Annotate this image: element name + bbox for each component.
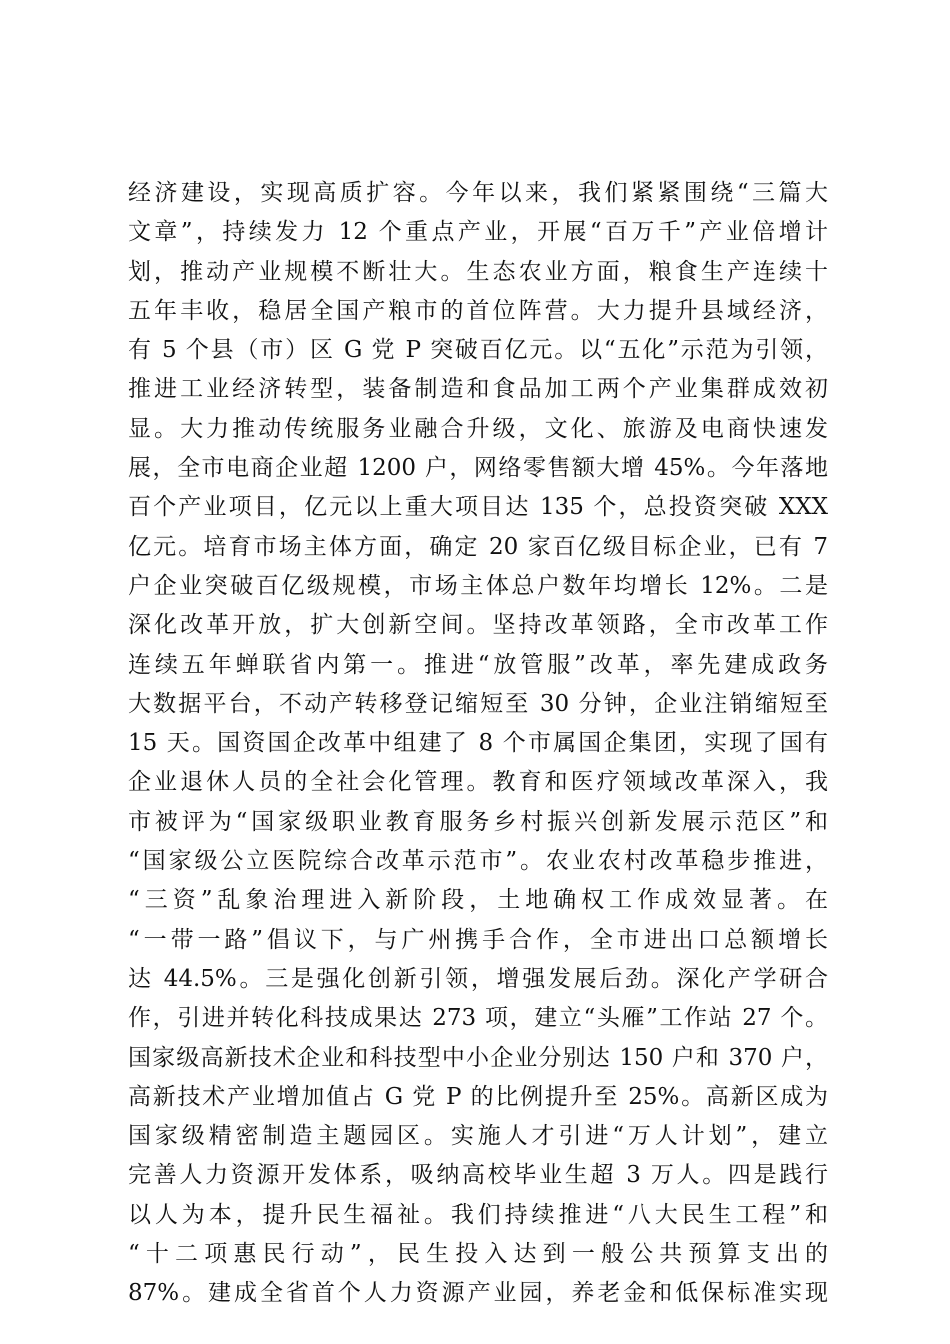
text-line: 高新技术产业增加值占 G 党 P 的比例提升至 25%。高新区成为: [128, 1083, 828, 1110]
text-line: 百个产业项目，亿元以上重大项目达 135 个，总投资突破 XXX: [128, 494, 828, 521]
text-line: 划，推动产业规模不断壮大。生态农业方面，粮食生产连续十: [128, 258, 828, 285]
text-line: 国家级高新技术企业和科技型中小企业分别达 150 户和 370 户，: [128, 1044, 828, 1071]
text-line: “十二项惠民行动”，民生投入达到一般公共预算支出的: [128, 1241, 828, 1268]
text-line: 87%。建成全省首个人力资源产业园，养老金和低保标准实现: [128, 1280, 828, 1307]
text-line: 市被评为“国家级职业教育服务乡村振兴创新发展示范区”和: [128, 808, 828, 835]
text-line: 大数据平台，不动产转移登记缩短至 30 分钟，企业注销缩短至: [128, 690, 828, 717]
text-line: 完善人力资源开发体系，吸纳高校毕业生超 3 万人。四是践行: [128, 1162, 828, 1189]
body-paragraph: [128, 174, 828, 1314]
text-line: 经济建设，实现高质扩容。今年以来，我们紧紧围绕“三篇大: [128, 180, 828, 206]
text-line: 作，引进并转化科技成果达 273 项，建立“头雁”工作站 27 个。: [128, 1005, 828, 1032]
text-line: 显。大力推动传统服务业融合升级，文化、旅游及电商快速发: [128, 415, 828, 442]
text-line: “一带一路”倡议下，与广州携手合作，全市进出口总额增长: [128, 926, 828, 953]
text-line: 连续五年蝉联省内第一。推进“放管服”改革，率先建成政务: [128, 651, 828, 678]
text-line: 达 44.5%。三是强化创新引领，增强发展后劲。深化产学研合: [128, 965, 828, 992]
text-line: 推进工业经济转型，装备制造和食品加工两个产业集群成效初: [128, 376, 828, 403]
text-line: 文章”，持续发力 12 个重点产业，开展“百万千”产业倍增计: [128, 219, 828, 246]
text-line: 有 5 个县（市）区 G 党 P 突破百亿元。以“五化”示范为引领，: [128, 337, 828, 364]
text-line: 深化改革开放，扩大创新空间。坚持改革领路，全市改革工作: [128, 612, 828, 639]
text-line: 以人为本，提升民生福祉。我们持续推进“八大民生工程”和: [128, 1201, 828, 1228]
text-line: “三资”乱象治理进入新阶段，土地确权工作成效显著。在: [128, 887, 828, 914]
text-line: 国家级精密制造主题园区。实施人才引进“万人计划”，建立: [128, 1123, 828, 1150]
text-line: 企业退休人员的全社会化管理。教育和医疗领域改革深入，我: [128, 769, 828, 796]
text-line: 展，全市电商企业超 1200 户，网络零售额大增 45%。今年落地: [128, 455, 828, 482]
text-line: 亿元。培育市场主体方面，确定 20 家百亿级目标企业，已有 7: [128, 533, 828, 560]
text-line: 户企业突破百亿级规模，市场主体总户数年均增长 12%。二是: [128, 572, 828, 599]
text-line: 五年丰收，稳居全国产粮市的首位阵营。大力提升县域经济，: [128, 297, 828, 324]
text-line: “国家级公立医院综合改革示范市”。农业农村改革稳步推进，: [128, 848, 828, 875]
text-line: 15 天。国资国企改革中组建了 8 个市属国企集团，实现了国有: [128, 730, 828, 757]
